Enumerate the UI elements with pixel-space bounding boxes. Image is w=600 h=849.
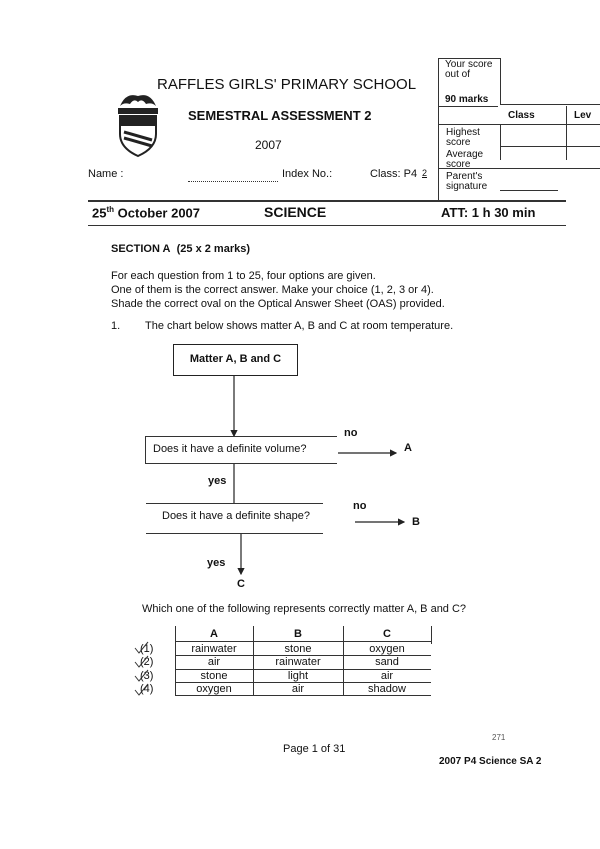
exam-duration: ATT: 1 h 30 min [441, 205, 536, 220]
parent-signature-label: Parent's signature [446, 171, 488, 192]
name-label: Name : [88, 168, 124, 180]
option-number: (3) [140, 670, 154, 682]
highest-score-label: Highest score [446, 127, 480, 148]
table-cell: oxygen [369, 643, 405, 655]
question-prompt: Which one of the following represents correctly matter A, B and C? [142, 603, 467, 615]
section-heading: SECTION A (25 x 2 marks) [111, 243, 251, 255]
table-header: B [294, 628, 302, 640]
table-cell: rainwater [275, 656, 321, 668]
table-cell: sand [375, 656, 399, 668]
flowchart-no-label: no [353, 500, 367, 512]
table-cell: air [291, 683, 305, 695]
table-cell: stone [284, 643, 312, 655]
question-text: The chart below shows matter A, B and C at room temperature. [145, 320, 454, 332]
flowchart-question-volume: Does it have a definite volume? [153, 443, 307, 455]
table-cell: oxygen [196, 683, 232, 695]
flowchart-start-label: Matter A, B and C [189, 353, 282, 365]
class-label: Class: P4 [370, 168, 418, 180]
instruction-line: Shade the correct oval on the Optical Answer Sheet (OAS) provided. [111, 298, 445, 310]
exam-code: 2007 P4 Science SA 2 [439, 756, 542, 767]
exam-date: 25th October 2007 [92, 205, 201, 221]
level-column-label: Lev [574, 110, 592, 121]
flowchart-result-b: B [412, 516, 420, 528]
table-cell: light [287, 670, 309, 682]
flowchart-result-a: A [404, 442, 412, 454]
table-cell: air [207, 656, 221, 668]
table-header: A [210, 628, 218, 640]
table-cell: shadow [368, 683, 406, 695]
instruction-line: One of them is the correct answer. Make your choice (1, 2, 3 or 4). [111, 284, 434, 296]
flowchart-no-label: no [344, 427, 358, 439]
average-score-label: Average score [446, 149, 484, 170]
your-score-label: Your score out of [445, 59, 493, 80]
option-number: (4) [140, 683, 154, 695]
class-column-label: Class [508, 110, 535, 121]
subject-title: SCIENCE [264, 204, 327, 220]
table-header: C [383, 628, 391, 640]
flowchart-yes-label: yes [207, 557, 226, 569]
assessment-title: SEMESTRAL ASSESSMENT 2 [188, 108, 372, 123]
question-number: 1. [111, 320, 121, 332]
page-stamp: 271 [492, 733, 506, 742]
assessment-year: 2007 [255, 138, 282, 152]
index-label: Index No.: [282, 168, 333, 180]
option-number: (1) [140, 643, 154, 655]
table-cell: stone [200, 670, 228, 682]
table-cell: air [380, 670, 394, 682]
option-number: (2) [140, 656, 154, 668]
instruction-line: For each question from 1 to 25, four options are given. [111, 270, 376, 282]
page-number: Page 1 of 31 [283, 743, 346, 755]
class-value: 2 [422, 168, 428, 178]
marks-label: 90 marks [445, 94, 489, 105]
table-cell: rainwater [191, 643, 237, 655]
flowchart-result-c: C [237, 578, 245, 590]
flowchart-question-shape: Does it have a definite shape? [162, 510, 310, 522]
flowchart-yes-label: yes [208, 475, 227, 487]
handwritten-tick-marks [132, 640, 162, 698]
school-name: RAFFLES GIRLS' PRIMARY SCHOOL [157, 76, 417, 93]
